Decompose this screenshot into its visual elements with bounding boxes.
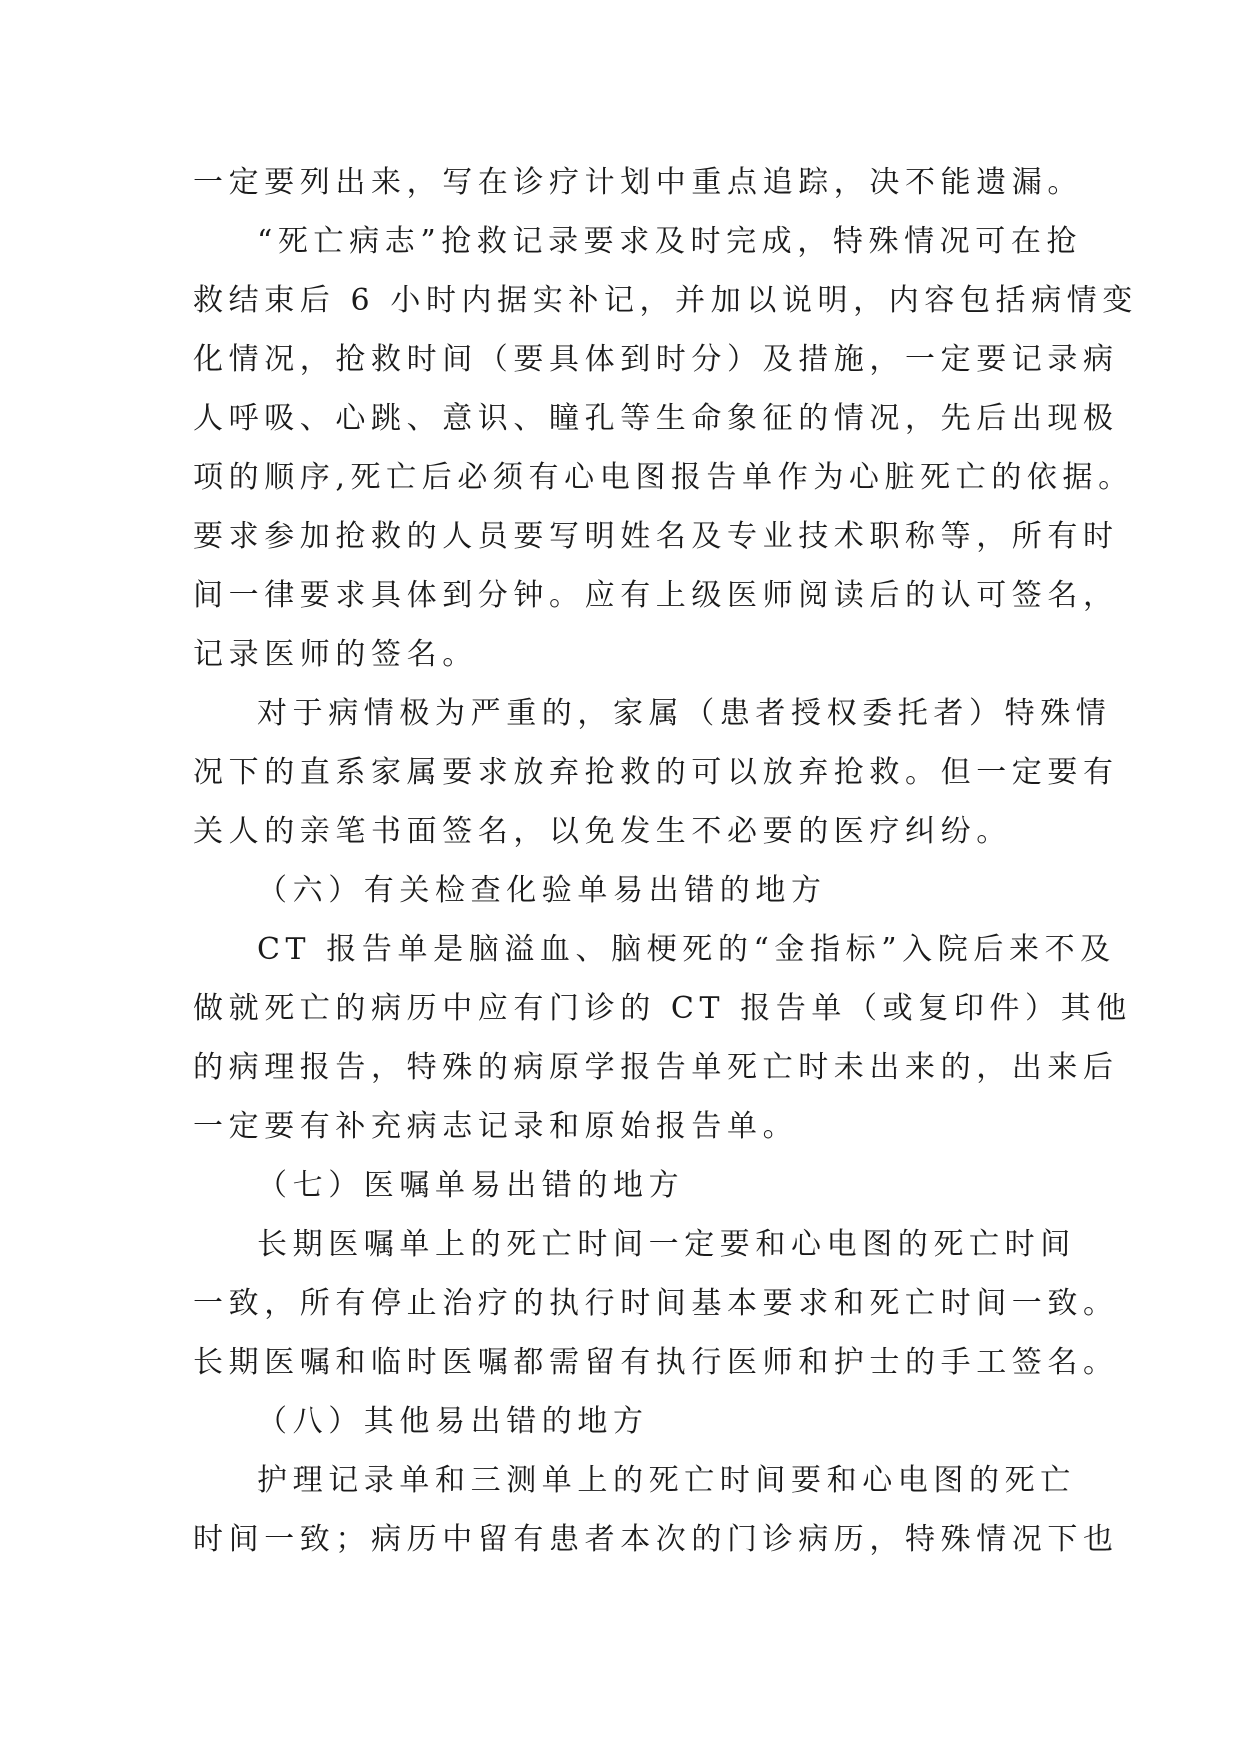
body-line: 要求参加抢救的人员要写明姓名及专业技术职称等，所有时 (193, 519, 1119, 554)
body-line: 一致，所有停止治疗的执行时间基本要求和死亡时间一致。 (193, 1286, 1119, 1321)
paragraph-first-line: 护理记录单和三测单上的死亡时间要和心电图的死亡 (257, 1463, 1076, 1498)
section-heading: （八）其他易出错的地方 (257, 1404, 649, 1439)
body-line: 化情况，抢救时间（要具体到时分）及措施，一定要记录病 (193, 342, 1119, 377)
body-line: 救结束后 6 小时内据实补记，并加以说明，内容包括病情变 (193, 283, 1138, 318)
body-line: 做就死亡的病历中应有门诊的 CT 报告单（或复印件）其他 (193, 991, 1132, 1026)
body-line: 况下的直系家属要求放弃抢救的可以放弃抢救。但一定要有 (193, 755, 1119, 790)
paragraph-first-line: 长期医嘱单上的死亡时间一定要和心电图的死亡时间 (257, 1227, 1076, 1262)
section-heading: （六）有关检查化验单易出错的地方 (257, 873, 827, 908)
body-line: 长期医嘱和临时医嘱都需留有执行医师和护士的手工签名。 (193, 1345, 1119, 1380)
body-line: 一定要有补充病志记录和原始报告单。 (193, 1109, 799, 1144)
body-line: 关人的亲笔书面签名，以免发生不必要的医疗纠纷。 (193, 814, 1012, 849)
body-line: 时间一致；病历中留有患者本次的门诊病历，特殊情况下也 (193, 1522, 1119, 1557)
body-line: 项的顺序,死亡后必须有心电图报告单作为心脏死亡的依据。 (193, 460, 1134, 495)
body-line: 人呼吸、心跳、意识、瞳孔等生命象征的情况，先后出现极 (193, 401, 1119, 436)
paragraph-first-line: CT 报告单是脑溢血、脑梗死的“金指标”入院后来不及 (257, 932, 1116, 967)
body-line: 的病理报告，特殊的病原学报告单死亡时未出来的，出来后 (193, 1050, 1119, 1085)
section-heading: （七）医嘱单易出错的地方 (257, 1168, 685, 1203)
paragraph-first-line: 对于病情极为严重的，家属（患者授权委托者）特殊情 (257, 696, 1112, 731)
body-line: 一定要列出来，写在诊疗计划中重点追踪，决不能遗漏。 (193, 165, 1083, 200)
body-line: 记录医师的签名。 (193, 637, 478, 672)
paragraph-first-line: “死亡病志”抢救记录要求及时完成，特殊情况可在抢 (257, 224, 1083, 259)
body-line: 间一律要求具体到分钟。应有上级医师阅读后的认可签名， (193, 578, 1119, 613)
